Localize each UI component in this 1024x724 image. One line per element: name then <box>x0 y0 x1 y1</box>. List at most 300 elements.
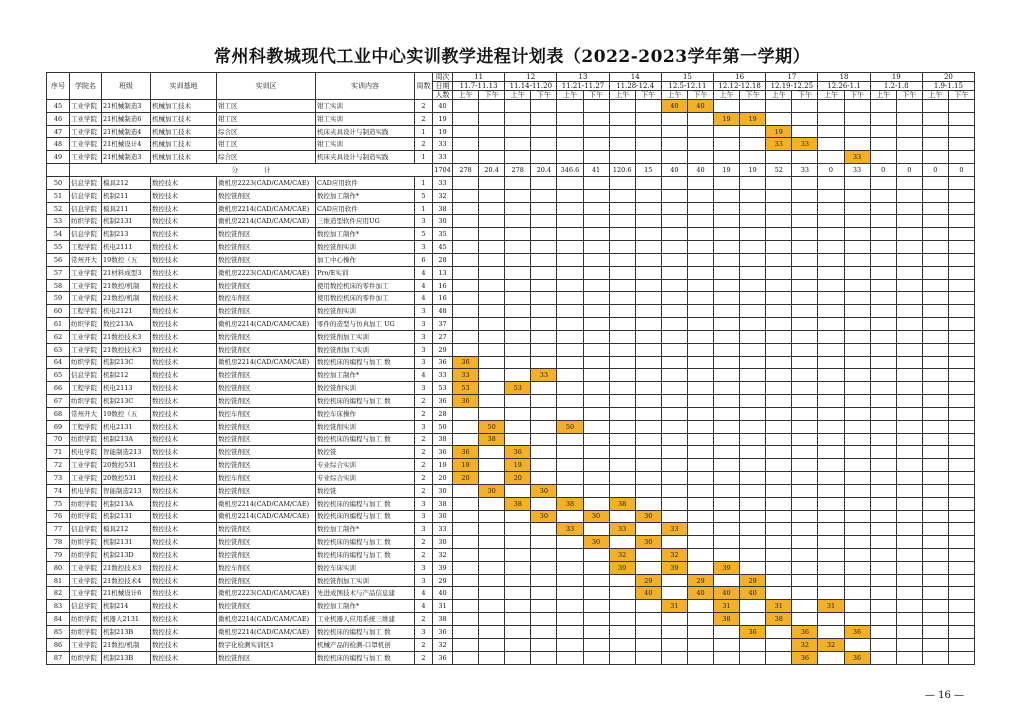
schedule-slot <box>922 523 948 536</box>
schedule-slot <box>948 536 974 549</box>
schedule-slot <box>531 395 557 408</box>
schedule-slot <box>818 241 844 254</box>
schedule-slot <box>661 587 687 600</box>
cell-content: 专业综合实训 <box>316 459 415 472</box>
schedule-slot <box>635 600 661 613</box>
schedule-slot <box>453 241 479 254</box>
schedule-slot <box>531 638 557 651</box>
schedule-slot <box>714 433 740 446</box>
cell-college: 纺织学院 <box>70 215 102 228</box>
week-date-range: 12.26-1.1 <box>818 82 870 91</box>
schedule-slot <box>531 613 557 626</box>
cell-area: 数控铣削区 <box>217 523 316 536</box>
table-header <box>47 73 975 100</box>
cell-class: 智能制造213 <box>102 446 151 459</box>
schedule-slot <box>479 215 505 228</box>
schedule-slot <box>687 356 713 369</box>
schedule-slot <box>870 343 896 356</box>
schedule-slot <box>609 253 635 266</box>
schedule-slot <box>635 625 661 638</box>
schedule-slot <box>870 305 896 318</box>
schedule-slot <box>844 446 870 459</box>
cell-weeks: 4 <box>415 600 433 613</box>
schedule-slot <box>453 561 479 574</box>
table-row <box>47 292 975 305</box>
schedule-slot <box>505 587 531 600</box>
schedule-slot <box>583 561 609 574</box>
table-row <box>47 420 975 433</box>
schedule-mark: 40 <box>661 100 687 113</box>
cell-class: 19数控（五 <box>102 407 151 420</box>
schedule-slot <box>792 523 818 536</box>
schedule-slot <box>922 292 948 305</box>
schedule-slot <box>531 343 557 356</box>
subtotal-row <box>47 164 975 177</box>
schedule-slot <box>687 292 713 305</box>
cell-content: 钳工实训 <box>316 100 415 113</box>
schedule-slot <box>766 356 792 369</box>
cell-base: 数控技术 <box>151 651 217 664</box>
schedule-slot <box>505 420 531 433</box>
table-row <box>47 305 975 318</box>
schedule-slot <box>583 176 609 189</box>
schedule-slot <box>740 459 766 472</box>
header-date-label: 日期 <box>433 82 453 91</box>
schedule-slot <box>583 587 609 600</box>
schedule-slot <box>635 484 661 497</box>
schedule-slot <box>583 600 609 613</box>
schedule-slot <box>844 112 870 125</box>
halfday-am: 上午 <box>609 91 635 100</box>
schedule-slot <box>453 279 479 292</box>
schedule-slot <box>792 189 818 202</box>
schedule-slot <box>948 151 974 164</box>
schedule-mark: 33 <box>792 138 818 151</box>
schedule-mark: 20 <box>505 472 531 485</box>
schedule-slot <box>922 318 948 331</box>
schedule-mark: 38 <box>609 497 635 510</box>
cell-weeks: 3 <box>415 318 433 331</box>
cell-seq: 78 <box>47 536 70 549</box>
schedule-mark: 33 <box>609 523 635 536</box>
schedule-slot <box>740 651 766 664</box>
schedule-mark: 19 <box>740 112 766 125</box>
schedule-slot <box>766 446 792 459</box>
schedule-slot <box>792 202 818 215</box>
schedule-slot <box>896 651 922 664</box>
cell-seq: 70 <box>47 433 70 446</box>
cell-area: 数控铣削区 <box>217 189 316 202</box>
cell-seq: 65 <box>47 369 70 382</box>
schedule-slot <box>922 651 948 664</box>
cell-base: 数控技术 <box>151 241 217 254</box>
schedule-slot <box>557 382 583 395</box>
schedule-slot <box>583 189 609 202</box>
schedule-slot <box>766 433 792 446</box>
table-row <box>47 638 975 651</box>
schedule-slot <box>505 176 531 189</box>
schedule-slot <box>583 343 609 356</box>
schedule-slot <box>557 330 583 343</box>
schedule-slot <box>714 395 740 408</box>
schedule-slot <box>453 228 479 241</box>
schedule-slot <box>922 215 948 228</box>
subtotal-value: 278 <box>505 164 531 177</box>
subtotal-value: 40 <box>661 164 687 177</box>
schedule-slot <box>583 292 609 305</box>
cell-content: 三维造型软件应用UG <box>316 215 415 228</box>
cell-college: 工程学院 <box>70 382 102 395</box>
schedule-slot <box>661 395 687 408</box>
schedule-slot <box>714 228 740 241</box>
cell-seq: 66 <box>47 382 70 395</box>
schedule-slot <box>557 305 583 318</box>
schedule-slot <box>714 189 740 202</box>
schedule-slot <box>505 613 531 626</box>
cell-seq: 60 <box>47 305 70 318</box>
schedule-slot <box>818 548 844 561</box>
schedule-slot <box>583 138 609 151</box>
schedule-slot <box>948 548 974 561</box>
cell-class: 机电2113 <box>102 382 151 395</box>
schedule-slot <box>818 472 844 485</box>
schedule-slot <box>922 138 948 151</box>
schedule-slot <box>557 215 583 228</box>
cell-content: 数控机床的编程与加工 数 <box>316 497 415 510</box>
cell-weeks: 2 <box>415 548 433 561</box>
schedule-slot <box>557 189 583 202</box>
schedule-slot <box>583 472 609 485</box>
schedule-slot <box>714 215 740 228</box>
cell-content: 数控机床的编程与加工 数 <box>316 651 415 664</box>
table-row <box>47 510 975 523</box>
schedule-slot <box>922 459 948 472</box>
cell-class: 机制2131 <box>102 510 151 523</box>
schedule-slot <box>583 356 609 369</box>
schedule-slot <box>479 253 505 266</box>
schedule-slot <box>818 651 844 664</box>
week-number: 14 <box>609 73 661 82</box>
schedule-slot <box>870 472 896 485</box>
schedule-slot <box>635 112 661 125</box>
cell-people: 29 <box>433 343 453 356</box>
schedule-slot <box>661 228 687 241</box>
schedule-slot <box>896 420 922 433</box>
schedule-slot <box>844 125 870 138</box>
schedule-slot <box>583 651 609 664</box>
header-area: 实训区 <box>217 73 316 100</box>
schedule-slot <box>505 510 531 523</box>
schedule-slot <box>635 613 661 626</box>
table-row <box>47 574 975 587</box>
schedule-slot <box>453 343 479 356</box>
schedule-slot <box>635 343 661 356</box>
schedule-slot <box>766 151 792 164</box>
schedule-slot <box>687 151 713 164</box>
cell-area: 数控铣削区 <box>217 651 316 664</box>
schedule-slot <box>792 176 818 189</box>
schedule-slot <box>531 472 557 485</box>
schedule-slot <box>870 369 896 382</box>
schedule-slot <box>557 292 583 305</box>
table-row <box>47 459 975 472</box>
schedule-slot <box>687 215 713 228</box>
schedule-slot <box>844 266 870 279</box>
schedule-slot <box>740 215 766 228</box>
cell-area: 微机房2214(CAD/CAM/CAE) <box>217 613 316 626</box>
schedule-slot <box>609 395 635 408</box>
schedule-slot <box>609 292 635 305</box>
schedule-slot <box>740 638 766 651</box>
schedule-slot <box>896 330 922 343</box>
schedule-mark: 33 <box>531 369 557 382</box>
cell-base: 机械加工技术 <box>151 100 217 113</box>
schedule-slot <box>818 100 844 113</box>
halfday-pm: 下午 <box>583 91 609 100</box>
schedule-slot <box>714 446 740 459</box>
cell-people: 30 <box>433 510 453 523</box>
schedule-slot <box>792 484 818 497</box>
week-date-range: 11.7-11.13 <box>453 82 505 91</box>
schedule-slot <box>661 356 687 369</box>
schedule-slot <box>818 356 844 369</box>
cell-content: 零件的造型与仿真加工 UG <box>316 318 415 331</box>
schedule-slot <box>844 600 870 613</box>
cell-class: 21数控/机制 <box>102 292 151 305</box>
schedule-slot <box>609 215 635 228</box>
schedule-slot <box>583 459 609 472</box>
schedule-slot <box>870 266 896 279</box>
schedule-slot <box>531 574 557 587</box>
cell-content: 专业综合实训 <box>316 472 415 485</box>
cell-base: 数控技术 <box>151 574 217 587</box>
schedule-slot <box>740 343 766 356</box>
schedule-slot <box>740 189 766 202</box>
schedule-slot <box>583 241 609 254</box>
header-seq: 序号 <box>47 73 70 100</box>
schedule-slot <box>948 189 974 202</box>
halfday-am: 上午 <box>870 91 896 100</box>
cell-class: 机制213B <box>102 625 151 638</box>
schedule-slot <box>557 600 583 613</box>
week-number: 20 <box>922 73 974 82</box>
table-row <box>47 176 975 189</box>
schedule-slot <box>766 176 792 189</box>
schedule-slot <box>766 228 792 241</box>
header-people-label: 人数 <box>433 91 453 100</box>
schedule-slot <box>740 561 766 574</box>
schedule-slot <box>740 369 766 382</box>
cell-seq: 52 <box>47 202 70 215</box>
cell-content: 数控铣削实训 <box>316 382 415 395</box>
schedule-slot <box>609 613 635 626</box>
schedule-slot <box>635 176 661 189</box>
schedule-slot <box>792 574 818 587</box>
schedule-slot <box>922 228 948 241</box>
table-row <box>47 125 975 138</box>
schedule-slot <box>687 176 713 189</box>
header-class: 班级 <box>102 73 151 100</box>
schedule-slot <box>531 125 557 138</box>
schedule-slot <box>505 279 531 292</box>
schedule-slot <box>557 125 583 138</box>
cell-content: 数控铣削实训 <box>316 305 415 318</box>
schedule-slot <box>870 574 896 587</box>
cell-class: 模具211 <box>102 202 151 215</box>
table-row <box>47 472 975 485</box>
schedule-slot <box>609 420 635 433</box>
schedule-slot <box>635 305 661 318</box>
cell-seq: 47 <box>47 125 70 138</box>
schedule-slot <box>818 151 844 164</box>
schedule-slot <box>766 189 792 202</box>
schedule-slot <box>531 189 557 202</box>
schedule-slot <box>896 587 922 600</box>
schedule-slot <box>740 536 766 549</box>
schedule-slot <box>661 407 687 420</box>
schedule-slot <box>818 561 844 574</box>
schedule-slot <box>557 472 583 485</box>
cell-people: 13 <box>433 266 453 279</box>
cell-area: 微机房2214(CAD/CAM/CAE) <box>217 318 316 331</box>
cell-class: 20数控531 <box>102 459 151 472</box>
schedule-mark: 53 <box>453 382 479 395</box>
schedule-slot <box>714 369 740 382</box>
schedule-slot <box>922 433 948 446</box>
schedule-slot <box>453 600 479 613</box>
schedule-slot <box>792 343 818 356</box>
schedule-slot <box>896 382 922 395</box>
halfday-am: 上午 <box>557 91 583 100</box>
schedule-slot <box>505 318 531 331</box>
cell-college: 工业学院 <box>70 638 102 651</box>
schedule-slot <box>479 112 505 125</box>
cell-class: 机制213 <box>102 228 151 241</box>
schedule-slot <box>453 112 479 125</box>
table-row <box>47 112 975 125</box>
schedule-mark: 29 <box>687 574 713 587</box>
schedule-slot <box>609 318 635 331</box>
cell-seq: 80 <box>47 561 70 574</box>
schedule-slot <box>479 125 505 138</box>
schedule-slot <box>870 382 896 395</box>
schedule-slot <box>635 202 661 215</box>
schedule-slot <box>870 433 896 446</box>
cell-people: 36 <box>433 625 453 638</box>
schedule-mark: 30 <box>635 510 661 523</box>
cell-content: 数控机床的编程与加工 数 <box>316 356 415 369</box>
schedule-slot <box>714 472 740 485</box>
schedule-slot <box>609 112 635 125</box>
schedule-slot <box>922 446 948 459</box>
schedule-slot <box>531 433 557 446</box>
table-row <box>47 548 975 561</box>
schedule-slot <box>583 151 609 164</box>
table-row <box>47 241 975 254</box>
schedule-slot <box>922 369 948 382</box>
schedule-slot <box>766 651 792 664</box>
schedule-slot <box>870 279 896 292</box>
schedule-slot <box>635 651 661 664</box>
schedule-slot <box>583 446 609 459</box>
cell-area: 微机房2214(CAD/CAM/CAE) <box>217 510 316 523</box>
cell-college: 纺织学院 <box>70 497 102 510</box>
schedule-slot <box>792 266 818 279</box>
schedule-slot <box>922 561 948 574</box>
cell-weeks: 2 <box>415 446 433 459</box>
schedule-slot <box>818 202 844 215</box>
cell-content: 数控机床的编程与加工 数 <box>316 548 415 561</box>
cell-college: 纺织学院 <box>70 356 102 369</box>
schedule-slot <box>635 241 661 254</box>
cell-weeks: 3 <box>415 382 433 395</box>
schedule-mark: 31 <box>766 600 792 613</box>
schedule-slot <box>557 484 583 497</box>
cell-base: 数控技术 <box>151 279 217 292</box>
schedule-slot <box>844 292 870 305</box>
schedule-slot <box>635 561 661 574</box>
header-weeks: 周数 <box>415 73 433 100</box>
schedule-slot <box>687 600 713 613</box>
schedule-slot <box>740 305 766 318</box>
cell-base: 数控技术 <box>151 228 217 241</box>
schedule-slot <box>896 536 922 549</box>
schedule-slot <box>792 613 818 626</box>
schedule-slot <box>766 574 792 587</box>
schedule-mark: 36 <box>505 446 531 459</box>
schedule-slot <box>922 189 948 202</box>
cell-people: 16 <box>433 292 453 305</box>
cell-people: 40 <box>433 587 453 600</box>
schedule-slot <box>479 189 505 202</box>
schedule-slot <box>661 241 687 254</box>
schedule-slot <box>896 459 922 472</box>
schedule-slot <box>661 253 687 266</box>
halfday-am: 上午 <box>922 91 948 100</box>
schedule-slot <box>922 266 948 279</box>
schedule-slot <box>766 318 792 331</box>
schedule-slot <box>818 176 844 189</box>
schedule-slot <box>948 484 974 497</box>
schedule-slot <box>609 228 635 241</box>
schedule-slot <box>740 395 766 408</box>
schedule-slot <box>870 356 896 369</box>
cell-seq: 62 <box>47 330 70 343</box>
cell-class: 机制213B <box>102 651 151 664</box>
schedule-slot <box>870 407 896 420</box>
schedule-slot <box>818 523 844 536</box>
cell-weeks: 4 <box>415 292 433 305</box>
cell-college: 常州开大 <box>70 253 102 266</box>
schedule-slot <box>896 548 922 561</box>
cell-seq: 68 <box>47 407 70 420</box>
table-row <box>47 587 975 600</box>
cell-content: 机床夹具设计与制造实践 <box>316 151 415 164</box>
cell-area: 数控铣削区 <box>217 305 316 318</box>
schedule-slot <box>531 318 557 331</box>
schedule-slot <box>896 574 922 587</box>
schedule-slot <box>687 407 713 420</box>
schedule-slot <box>505 125 531 138</box>
schedule-slot <box>896 202 922 215</box>
schedule-mark: 39 <box>609 561 635 574</box>
schedule-slot <box>479 548 505 561</box>
schedule-slot <box>687 253 713 266</box>
cell-college: 工程学院 <box>70 305 102 318</box>
table-row <box>47 151 975 164</box>
schedule-slot <box>740 279 766 292</box>
schedule-slot <box>948 318 974 331</box>
